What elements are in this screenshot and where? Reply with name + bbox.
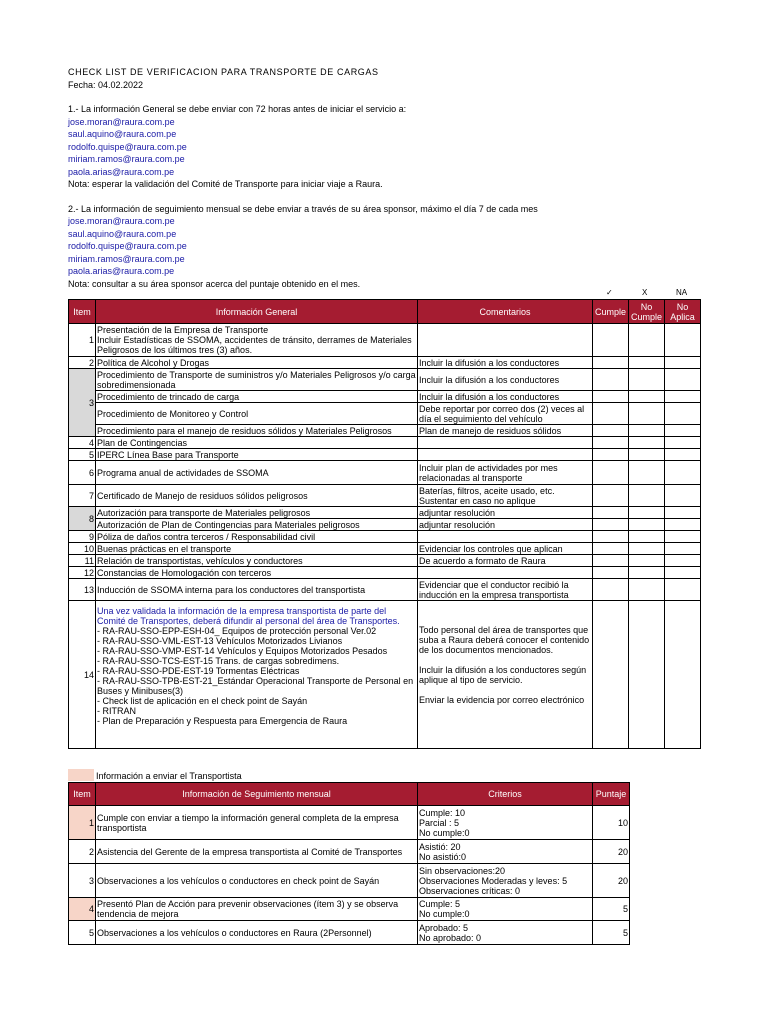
col-header-no-cumple: No Cumple [629, 300, 665, 324]
no-cumple-cell[interactable] [629, 357, 665, 369]
no-aplica-cell[interactable] [665, 461, 701, 485]
no-cumple-cell[interactable] [629, 507, 665, 519]
table-row: Procedimiento para el manejo de residuos sólidos y Materiales Peligrosos Plan de manejo de residuos sólidos [69, 425, 701, 437]
score-cell[interactable]: 10 [593, 806, 630, 840]
table-row: 9 Póliza de daños contra terceros / Responsabilidad civil [69, 531, 701, 543]
table-row: 13 Inducción de SSOMA interna para los conductores del transportista Evidenciar que el conductor recibió la inducción en la empresa transportista [69, 579, 701, 601]
col-header-cumple: Cumple [593, 300, 629, 324]
col-header-item: Item [69, 783, 96, 806]
table-row: 3 Observaciones a los vehículos o conductores en check point de Sayán Sin observaciones:20 Observaciones Moderadas y leves: 5 Observaciones críticas: 0 20 [69, 864, 630, 898]
cumple-cell[interactable] [593, 369, 629, 391]
section2-text: 2.- La información de seguimiento mensual se debe enviar a través de su área sponsor, máximo el día 7 de cada mes [68, 203, 538, 214]
no-cumple-cell[interactable] [629, 519, 665, 531]
no-aplica-cell[interactable] [665, 391, 701, 403]
no-cumple-cell[interactable] [629, 543, 665, 555]
cumple-cell[interactable] [593, 449, 629, 461]
list-item: - RA-RAU-SSO-VMP-EST-14 Vehículos y Equipos Motorizados Pesados [97, 646, 388, 656]
no-aplica-cell[interactable] [665, 449, 701, 461]
x-mark-label: X [642, 288, 648, 297]
no-aplica-cell[interactable] [665, 555, 701, 567]
list-item: - Check list de aplicación en el check point de Sayán [97, 696, 308, 706]
table-row: 7 Certificado de Manejo de residuos sólidos peligrosos Baterías, filtros, aceite usado, etc. Sustentar en caso no aplique [69, 485, 701, 507]
cumple-cell[interactable] [593, 357, 629, 369]
difusion-intro: Una vez validada la información de la empresa transportista de parte del Comité de Transportes, deberá difundir al personal del área de Transportes. [97, 606, 400, 626]
no-cumple-cell[interactable] [629, 369, 665, 391]
table-row: 6 Programa anual de actividades de SSOMA Incluir plan de actividades por mes relacionadas al transporte [69, 461, 701, 485]
cumple-cell[interactable] [593, 531, 629, 543]
col-header-info: Información General [96, 300, 418, 324]
cumple-cell[interactable] [593, 555, 629, 567]
table-row: 10 Buenas prácticas en el transporte Evidenciar los controles que aplican [69, 543, 701, 555]
no-aplica-cell[interactable] [665, 369, 701, 391]
email-link[interactable]: paola.arias@raura.com.pe [68, 166, 175, 177]
check-mark-icon: ✓ [606, 288, 613, 297]
score-cell[interactable]: 20 [593, 840, 630, 864]
row14-comment: Todo personal del área de transportes que suba a Raura deberá conocer el contenido de los documentos mencionados. [419, 625, 590, 655]
no-aplica-cell[interactable] [665, 531, 701, 543]
table-row: Autorización de Plan de Contingencias para Materiales peligrosos adjuntar resolución [69, 519, 701, 531]
no-cumple-cell[interactable] [629, 461, 665, 485]
list-item: - RA-RAU-SSO-TPB-EST-21_Estándar Operacional Transporte de Personal en Buses y Minibuses(3) [97, 676, 414, 696]
note1-text: Nota: esperar la validación del Comité de Transporte para iniciar viaje a Raura. [68, 179, 383, 189]
no-cumple-cell[interactable] [629, 449, 665, 461]
no-aplica-cell[interactable] [665, 437, 701, 449]
document-title: CHECK LIST DE VERIFICACION PARA TRANSPORTE DE CARGAS [68, 67, 379, 77]
table-row: 12 Constancias de Homologación con terceros [69, 567, 701, 579]
email-link[interactable]: saul.aquino@raura.com.pe [68, 129, 177, 139]
table-row: 4 Plan de Contingencias [69, 437, 701, 449]
email-link[interactable]: jose.moran@raura.com.pe [68, 216, 175, 226]
col-header-score: Puntaje [593, 783, 630, 806]
row14-comment: Incluir la difusión a los conductores según aplique al tipo de servicio. [419, 665, 587, 685]
list-item: - RA-RAU-SSO-PDE-EST-19 Tormentas Eléctricas [97, 666, 300, 676]
no-aplica-cell[interactable] [665, 519, 701, 531]
table-row: 8 Autorización para transporte de Materiales peligrosos adjuntar resolución [69, 507, 701, 519]
no-aplica-cell[interactable] [665, 425, 701, 437]
score-cell[interactable]: 5 [593, 921, 630, 945]
list-item: - Plan de Preparación y Respuesta para Emergencia de Raura [97, 716, 348, 726]
cumple-cell[interactable] [593, 543, 629, 555]
list-item: - RA-RAU-SSO-VML-EST-13 Vehículos Motorizados Livianos [97, 636, 343, 646]
email-link[interactable]: paola.arias@raura.com.pe [68, 266, 175, 276]
email-link[interactable]: jose.moran@raura.com.pe [68, 116, 175, 127]
col-header-info: Información de Seguimiento mensual [96, 783, 418, 806]
no-cumple-cell[interactable] [629, 437, 665, 449]
general-info-table [68, 299, 701, 749]
document-date: Fecha: 04.02.2022 [68, 79, 144, 90]
no-aplica-cell[interactable] [665, 357, 701, 369]
list-item: - RITRAN [97, 706, 136, 716]
score-cell[interactable]: 5 [593, 898, 630, 921]
list-item: - RA-RAU-SSO-TCS-EST-15 Trans. de cargas sobredimens. [97, 656, 340, 666]
no-cumple-cell[interactable] [629, 391, 665, 403]
table-row: 5 Observaciones a los vehículos o conductores en Raura (2Personnel) Aprobado: 5 No aprobado: 0 5 [69, 921, 630, 945]
no-aplica-cell[interactable] [665, 403, 701, 425]
table-row: 3 Procedimiento de Transporte de suministros y/o Materiales Peligrosos y/o carga sobredimensionada Incluir la difusión a los conductores [69, 369, 701, 391]
document-header [68, 66, 708, 290]
table-row: 2 Asistencia del Gerente de la empresa transportista al Comité de Transportes Asistió: 20 No asistió:0 20 [69, 840, 630, 864]
cumple-cell[interactable] [593, 601, 629, 749]
no-cumple-cell[interactable] [629, 601, 665, 749]
col-header-item: Item [69, 300, 96, 324]
no-aplica-cell[interactable] [665, 485, 701, 507]
list-item: - RA-RAU-SSO-EPP-ESH-04_ Equipos de protección personal Ver.02 [97, 626, 377, 636]
score-cell[interactable]: 20 [593, 864, 630, 898]
cumple-cell[interactable] [593, 425, 629, 437]
no-aplica-cell[interactable] [665, 543, 701, 555]
no-cumple-cell[interactable] [629, 324, 665, 357]
table-row: 5 IPERC Línea Base para Transporte [69, 449, 701, 461]
note2-text: Nota: consultar a su área sponsor acerca del puntaje obtenido en el mes. [68, 278, 361, 289]
cumple-cell[interactable] [593, 567, 629, 579]
table-row: 1 Presentación de la Empresa de Transporte Incluir Estadísticas de SSOMA, accidentes de tránsito, derrames de Materiales Peligrosos de los últimos tres (3) años. [69, 324, 701, 357]
no-cumple-cell[interactable] [629, 485, 665, 507]
table-row: 2 Política de Alcohol y Drogas Incluir la difusión a los conductores [69, 357, 701, 369]
email-link[interactable]: miriam.ramos@raura.com.pe [68, 154, 185, 164]
col-header-comments: Comentarios [418, 300, 593, 324]
table-row: Procedimiento de Monitoreo y Control Debe reportar por correo dos (2) veces al día el seguimiento del vehículo [69, 403, 701, 425]
table-row: 4 Presentó Plan de Acción para prevenir observaciones (ítem 3) y se observa tendencia de mejora Cumple: 5 No cumple:0 5 [69, 898, 630, 921]
table-row: 1 Cumple con enviar a tiempo la información general completa de la empresa transportista Cumple: 10 Parcial : 5 No cumple:0 10 [69, 806, 630, 840]
cumple-cell[interactable] [593, 391, 629, 403]
table-row: Procedimiento de trincado de carga Incluir la difusión a los conductores [69, 391, 701, 403]
no-cumple-cell[interactable] [629, 555, 665, 567]
no-aplica-cell[interactable] [665, 579, 701, 601]
email-link[interactable]: rodolfo.quispe@raura.com.pe [68, 241, 187, 251]
row14-comment: Enviar la evidencia por correo electrónico [419, 695, 585, 705]
no-aplica-cell[interactable] [665, 324, 701, 357]
section1-text: 1.- La información General se debe enviar con 72 horas antes de iniciar el servicio a: [68, 104, 407, 114]
no-aplica-cell[interactable] [665, 567, 701, 579]
subtitle-marker [68, 769, 94, 781]
cumple-cell[interactable] [593, 519, 629, 531]
cumple-cell[interactable] [593, 485, 629, 507]
no-aplica-cell[interactable] [665, 507, 701, 519]
cumple-cell[interactable] [593, 403, 629, 425]
email-link[interactable]: saul.aquino@raura.com.pe [68, 228, 177, 239]
cumple-cell[interactable] [593, 437, 629, 449]
cumple-cell[interactable] [593, 461, 629, 485]
monthly-tracking-table [68, 782, 630, 945]
no-cumple-cell[interactable] [629, 531, 665, 543]
no-aplica-cell[interactable] [665, 601, 701, 749]
cumple-cell[interactable] [593, 507, 629, 519]
subtitle: Información a enviar el Transportista [96, 771, 242, 781]
no-cumple-cell[interactable] [629, 567, 665, 579]
col-header-criteria: Criterios [418, 783, 593, 806]
no-cumple-cell[interactable] [629, 425, 665, 437]
col-header-no-aplica: No Aplica [665, 300, 701, 324]
cumple-cell[interactable] [593, 324, 629, 357]
na-label: NA [676, 288, 688, 297]
cumple-cell[interactable] [593, 579, 629, 601]
no-cumple-cell[interactable] [629, 579, 665, 601]
table-row: 11 Relación de transportistas, vehículos y conductores De acuerdo a formato de Raura [69, 555, 701, 567]
email-link[interactable]: rodolfo.quispe@raura.com.pe [68, 141, 187, 152]
email-link[interactable]: miriam.ramos@raura.com.pe [68, 253, 185, 264]
table-row: 14 Una vez validada la información de la empresa transportista de parte del Comité de Transportes, deberá difundir al personal del área de Transportes. - RA-RAU-SSO-EPP-ESH-04_ Equipos de protección personal Ver.02 - RA-RAU-SSO-VML-EST-13 Vehículos Motorizados Livianos - RA-RAU-SSO-VMP-EST-14 Vehículos y Equipos Motorizados Pesados - RA-RAU-SSO-TCS-EST-15 Trans. de cargas sobredimens. - RA-RAU-SSO-PDE-EST-19 Tormentas Eléctricas - RA-RAU-SSO-TPB-EST-21_Estándar Operacional Transporte de Personal en Buses y Minibuses(3) - Check list de aplicación en el check point de Sayán - RITRAN - Plan de Preparación y Respuesta para Emergencia de Raura Todo personal del área de transportes que suba a Raura deberá conocer el contenido de los documentos mencionados. Incluir la difusión a los conductores según aplique al tipo de servicio. Enviar la evidencia por correo electrónico [69, 601, 701, 749]
no-cumple-cell[interactable] [629, 403, 665, 425]
